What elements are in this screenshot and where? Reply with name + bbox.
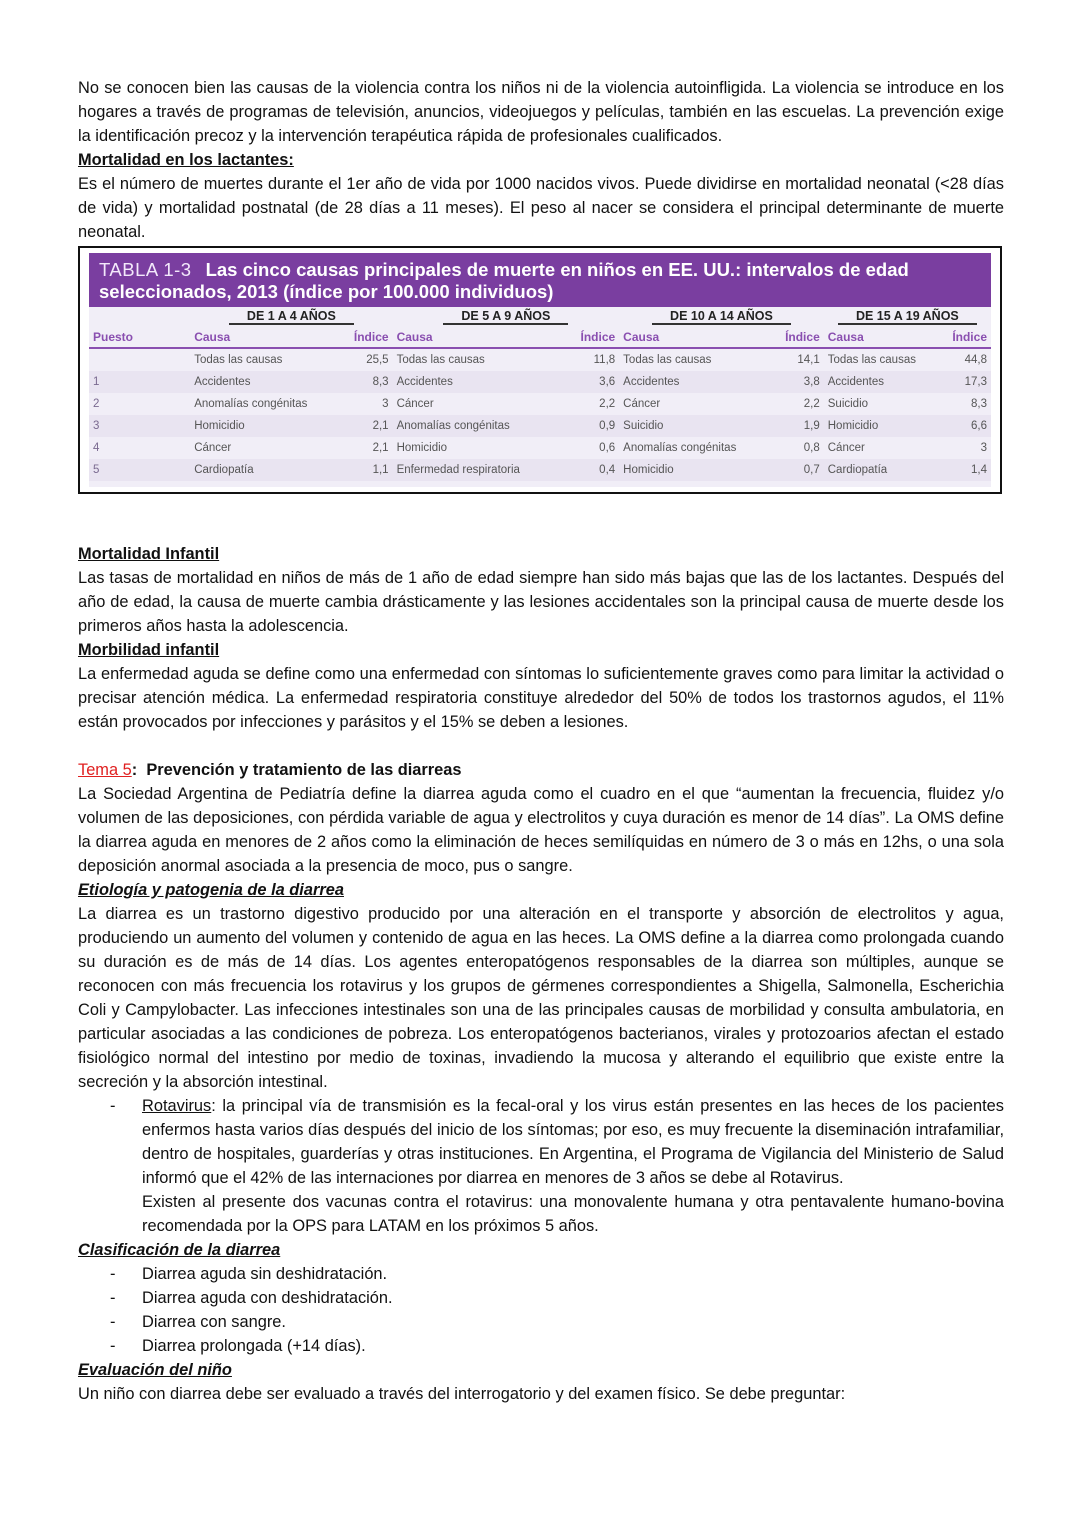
column-header-indice: Índice	[558, 327, 620, 348]
table-row	[89, 437, 991, 459]
list-item	[78, 1310, 1004, 1334]
rotavirus-text: : la principal vía de transmisión es la fecal-oral y los virus están presentes en las heces de los pacientes enfermos hasta varios días después del inicio de los síntomas; por eso, es muy frecuente la diseminación intrafamiliar, dentro de hospitales, guarderías y otras instituciones. En Argentina, el Programa de Vigilancia del Ministerio de Salud informó que el 42% de las internaciones por diarrea en menores de 3 años se debe al Rotavirus.	[142, 1097, 1004, 1187]
cell-causa: Suicidio	[827, 398, 869, 410]
list-item	[78, 1286, 1004, 1310]
column-header-causa: Causa	[824, 327, 934, 348]
heading-clasificacion: Clasificación de la diarrea	[78, 1241, 281, 1259]
paragraph-etiologia: La diarrea es un trastorno digestivo producido por una alteración en el transporte y absorción de electrolitos y agua, produciendo un aumento del volumen y contenido de agua en las heces. La OMS define a la diarrea como prolongada cuando su duración es de más de 14 días. Los agentes enteropatógenos responsables de la diarrea son múltiples, aunque se reconocen con más frecuencia los rotavirus y los grupos de gérmenes correspondientes a Shigella, Salmonella, Escherichia Coli y Campylobacter. Las infecciones intestinales son una de las principales causas de morbilidad y consulta ambulatoria, en particular asociadas a las condiciones de pobreza. Los enteropatógenos bacterianos, virales y protozoarios afectan el estado fisiológico normal del intestino por medio de toxinas, invadiendo la mucosa y alterando el equilibrio que existe entre la secreción y la absorción intestinal.	[78, 905, 1004, 1091]
column-header-causa: Causa	[190, 327, 333, 348]
cell-causa: Homicidio	[824, 415, 934, 437]
cell-causa: Anomalías congénitas	[393, 415, 558, 437]
cell-puesto: 3	[89, 415, 190, 437]
tema-title: Prevención y tratamiento de las diarreas	[146, 761, 462, 779]
table-row	[89, 459, 991, 481]
list-item-rotavirus-vacunas	[78, 1190, 1004, 1238]
cell-causa: Cardiopatía	[190, 459, 333, 481]
group-header: DE 10 A 14 AÑOS	[619, 307, 824, 327]
dash-marker: -	[110, 1265, 116, 1283]
cell-indice: 0,9	[558, 415, 620, 437]
dash-marker: -	[110, 1097, 116, 1115]
rotavirus-list	[78, 1094, 1004, 1238]
cell-causa: Cáncer	[194, 442, 232, 454]
intro-paragraph: No se conocen bien las causas de la violencia contra los niños ni de la violencia autoinfligida. La violencia se introduce en los hogares a través de programas de televisión, anuncios, videojuegos y películas, también en las escuelas. La prevención exige la identificación precoz y la intervención terapéutica rápida de profesionales cualificados.	[78, 79, 1004, 145]
cell-indice: 0,4	[558, 459, 620, 481]
cell-causa: Accidentes	[619, 371, 760, 393]
table-row	[89, 348, 991, 371]
rotavirus-label: Rotavirus	[142, 1097, 212, 1115]
column-header-causa: Causa	[393, 327, 558, 348]
group-header: DE 15 A 19 AÑOS	[824, 307, 991, 327]
cell-indice: 2,1	[333, 415, 392, 437]
heading-mortalidad-lactantes: Mortalidad en los lactantes:	[78, 151, 294, 169]
table-row	[89, 393, 991, 415]
group-header: DE 5 A 9 AÑOS	[393, 307, 620, 327]
cell-puesto	[89, 348, 190, 371]
column-header-puesto: Puesto	[89, 327, 190, 348]
cell-causa: Cáncer	[827, 442, 865, 454]
cell-causa: Cardiopatía	[824, 459, 934, 481]
cell-causa: Cáncer	[623, 398, 661, 410]
cell-indice: 0,6	[599, 442, 616, 454]
paragraph-morbilidad: La enfermedad aguda se define como una enfermedad con síntomas lo suficientemente graves como para limitar la actividad o precisar atención médica. La enfermedad respiratoria constituye alrededor del 50% de todos los trastornos agudos, el 11% están provocados por infecciones y parásitos y el 15% se deben a lesiones.	[78, 665, 1004, 731]
column-header-causa: Causa	[619, 327, 760, 348]
rotavirus-vacunas-text: Existen al presente dos vacunas contra el rotavirus: una monovalente humana y otra pentavalente humano-bovina recomendada por la OPS para LATAM en los próximos 5 años.	[142, 1193, 1004, 1235]
list-item-text: Diarrea prolongada (+14 días).	[142, 1337, 366, 1355]
cell-indice: 6,6	[934, 415, 991, 437]
dash-marker: -	[110, 1337, 116, 1355]
list-item-text: Diarrea aguda con deshidratación.	[142, 1289, 393, 1307]
tema-label: Tema 5	[78, 761, 132, 779]
table-label: TABLA 1-3	[99, 259, 192, 280]
paragraph-mortalidad-lactantes: Es el número de muertes durante el 1er año de vida por 1000 nacidos vivos. Puede dividirse en mortalidad neonatal (<28 días de vida) y mortalidad postnatal (de 28 días a 11 meses). El peso al nacer se considera el principal determinante de muerte neonatal.	[78, 175, 1004, 241]
column-header-indice: Índice	[333, 327, 392, 348]
cell-indice: 0,7	[760, 459, 824, 481]
cell-indice: 8,3	[333, 371, 392, 393]
cell-causa: Todas las causas	[396, 354, 485, 366]
cell-causa: Anomalías congénitas	[194, 398, 308, 410]
cell-indice: 44,8	[964, 354, 987, 366]
heading-mortalidad-infantil: Mortalidad Infantil	[78, 545, 220, 563]
cell-indice: 1,9	[760, 415, 824, 437]
list-item-text: Diarrea aguda sin deshidratación.	[142, 1265, 388, 1283]
column-header-indice: Índice	[760, 327, 824, 348]
list-item-text: Diarrea con sangre.	[142, 1313, 286, 1331]
cell-indice: 0,8	[803, 442, 820, 454]
heading-etiologia: Etiología y patogenia de la diarrea	[78, 881, 344, 899]
list-item	[78, 1334, 1004, 1358]
cell-causa: Accidentes	[824, 371, 934, 393]
cell-causa: Todas las causas	[623, 354, 712, 366]
cell-indice: 3	[980, 442, 987, 454]
group-header: DE 1 A 4 AÑOS	[190, 307, 392, 327]
cell-causa: Homicidio	[619, 459, 760, 481]
cell-causa: Suicidio	[619, 415, 760, 437]
cell-puesto: 5	[89, 459, 190, 481]
cell-indice: 11,8	[593, 354, 616, 366]
table-caption: Las cinco causas principales de muerte en niños en EE. UU.: intervalos de edad seleccionados, 2013 (índice por 100.000 individuos)	[99, 259, 909, 302]
cell-indice: 1,4	[934, 459, 991, 481]
heading-evaluacion: Evaluación del niño	[78, 1361, 232, 1379]
tema-heading	[78, 758, 1004, 782]
document-page	[78, 76, 1004, 1406]
cell-puesto: 2	[93, 398, 100, 410]
cell-indice: 2,2	[803, 398, 820, 410]
causes-table	[89, 307, 991, 481]
cell-indice: 8,3	[971, 398, 987, 410]
cell-causa: Accidentes	[393, 371, 558, 393]
cell-causa: Homicidio	[190, 415, 333, 437]
cell-causa: Enfermedad respiratoria	[393, 459, 558, 481]
list-item-rotavirus	[78, 1094, 1004, 1190]
paragraph-evaluacion: Un niño con diarrea debe ser evaluado a través del interrogatorio y del examen físico. Se debe preguntar:	[78, 1385, 846, 1403]
cell-indice: 2,2	[599, 398, 616, 410]
cell-causa: Todas las causas	[827, 354, 916, 366]
list-item	[78, 1262, 1004, 1286]
cell-indice: 1,1	[333, 459, 392, 481]
table-row	[89, 371, 991, 393]
cell-indice: 17,3	[934, 371, 991, 393]
dash-marker: -	[110, 1289, 116, 1307]
heading-morbilidad: Morbilidad infantil	[78, 641, 220, 659]
paragraph-definicion-diarrea: La Sociedad Argentina de Pediatría define la diarrea aguda como el cuadro en el que “aumentan la frecuencia, fluidez y/o volumen de las deposiciones, con pérdida variable de agua y electrolitos y cuya duración es menor de 14 días”. La OMS define la diarrea aguda en menores de 2 años como la eliminación de heces semilíquidas en número de 3 o más en 12hs, o una sola deposición anormal asociada a la presencia de moco, pus o sangre.	[78, 785, 1004, 875]
cell-indice: 14,1	[797, 354, 820, 366]
cell-indice: 2,1	[372, 442, 389, 454]
cell-causa: Anomalías congénitas	[623, 442, 737, 454]
cell-indice: 3	[382, 398, 389, 410]
cell-indice: 3,6	[558, 371, 620, 393]
cell-causa: Homicidio	[396, 442, 448, 454]
table-figure	[78, 246, 1002, 494]
table-title	[89, 253, 991, 307]
tema-separator: :	[131, 761, 138, 779]
cell-causa: Todas las causas	[194, 354, 283, 366]
cell-indice: 3,8	[760, 371, 824, 393]
clasificacion-list	[78, 1262, 1004, 1358]
dash-marker: -	[110, 1313, 116, 1331]
cell-puesto: 1	[89, 371, 190, 393]
cell-causa: Cáncer	[396, 398, 434, 410]
cell-indice: 25,5	[366, 354, 389, 366]
cell-causa: Accidentes	[190, 371, 333, 393]
table-row	[89, 415, 991, 437]
column-header-indice: Índice	[934, 327, 991, 348]
paragraph-mortalidad-infantil: Las tasas de mortalidad en niños de más de 1 año de edad siempre han sido más bajas que las de los lactantes. Después del año de edad, la causa de muerte cambia drásticamente y las lesiones accidentales son la principal causa de muerte desde los primeros años hasta la adolescencia.	[78, 569, 1004, 635]
cell-puesto: 4	[93, 442, 100, 454]
